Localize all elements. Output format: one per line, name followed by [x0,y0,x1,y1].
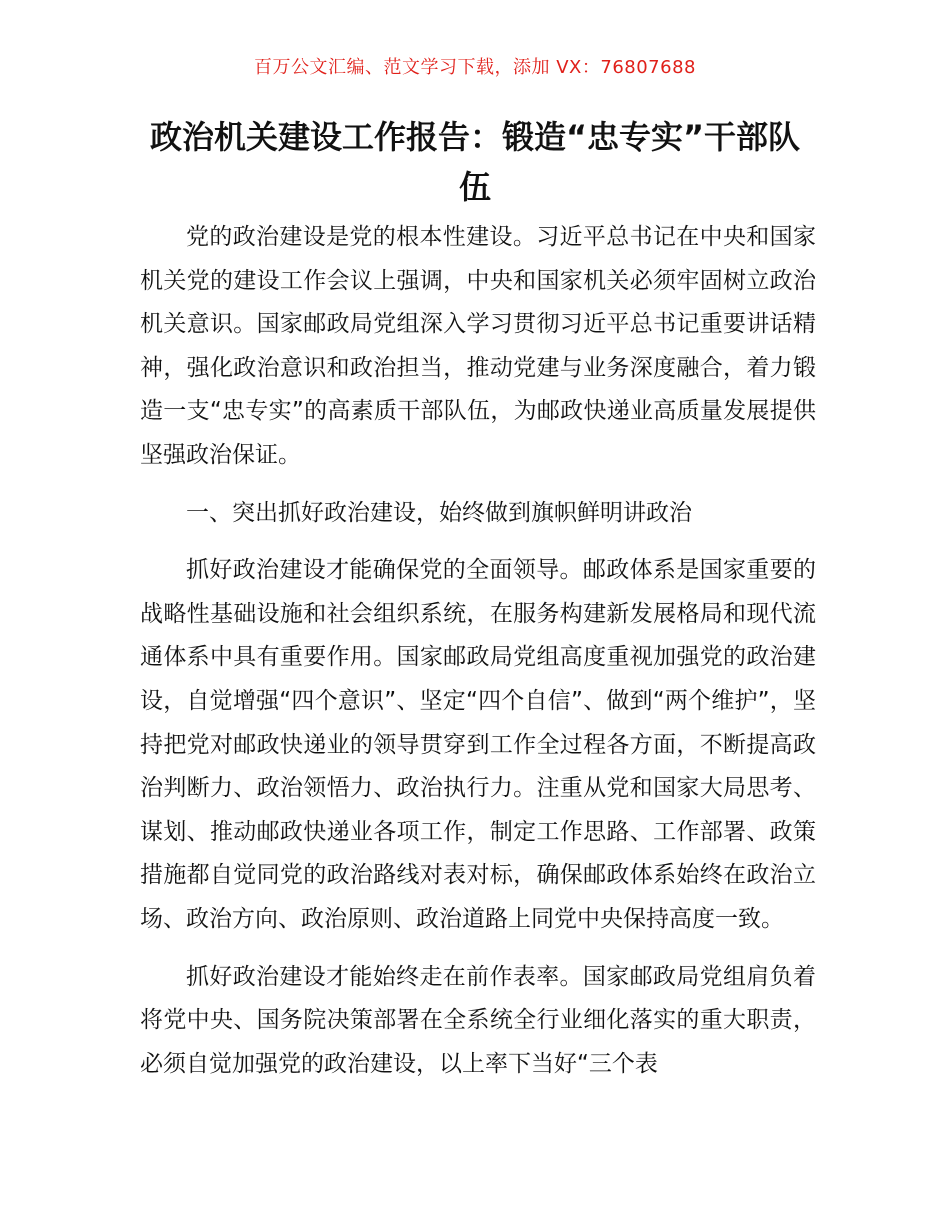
header-banner: 百万公文汇编、范文学习下载，添加 VX：76807688 [254,57,696,78]
paragraph-intro: 党的政治建设是党的根本性建设。习近平总书记在中央和国家机关党的建设工作会议上强调，中央和国家机关必须牢固树立政治机关意识。国家邮政局党组深入学习贯彻习近平总书记重要讲话精神，强化政治意识和政治担当，推动党建与业务深度融合，着力锻造一支“忠专实”的高素质干部队伍，为邮政快递业高质量发展提供坚强政治保证。 [140,224,816,468]
document-body [140,216,816,1086]
document-title: 政治机关建设工作报告：锻造“忠专实”干部队伍 [149,118,801,206]
paragraph-leadership: 抓好政治建设才能确保党的全面领导。邮政体系是国家重要的战略性基础设施和社会组织系统，在服务构建新发展格局和现代流通体系中具有重要作用。国家邮政局党组高度重视加强党的政治建设，自觉增强“四个意识”、坚定“四个自信”、做到“两个维护”，坚持把党对邮政快递业的领导贯穿到工作全过程各方面，不断提高政治判断力、政治领悟力、政治执行力。注重从党和国家大局思考、谋划、推动邮政快递业各项工作，制定工作思路、工作部署、政策措施都自觉同党的政治路线对表对标，确保邮政体系始终在政治立场、政治方向、政治原则、政治道路上同党中央保持高度一致。 [140,557,816,932]
paragraph-exemplar: 抓好政治建设才能始终走在前作表率。国家邮政局党组肩负着将党中央、国务院决策部署在全系统全行业细化落实的重大职责，必须自觉加强党的政治建设，以上率下当好“三个表 [140,963,816,1077]
section-heading-1: 一、突出抓好政治建设，始终做到旗帜鲜明讲政治 [186,499,692,526]
